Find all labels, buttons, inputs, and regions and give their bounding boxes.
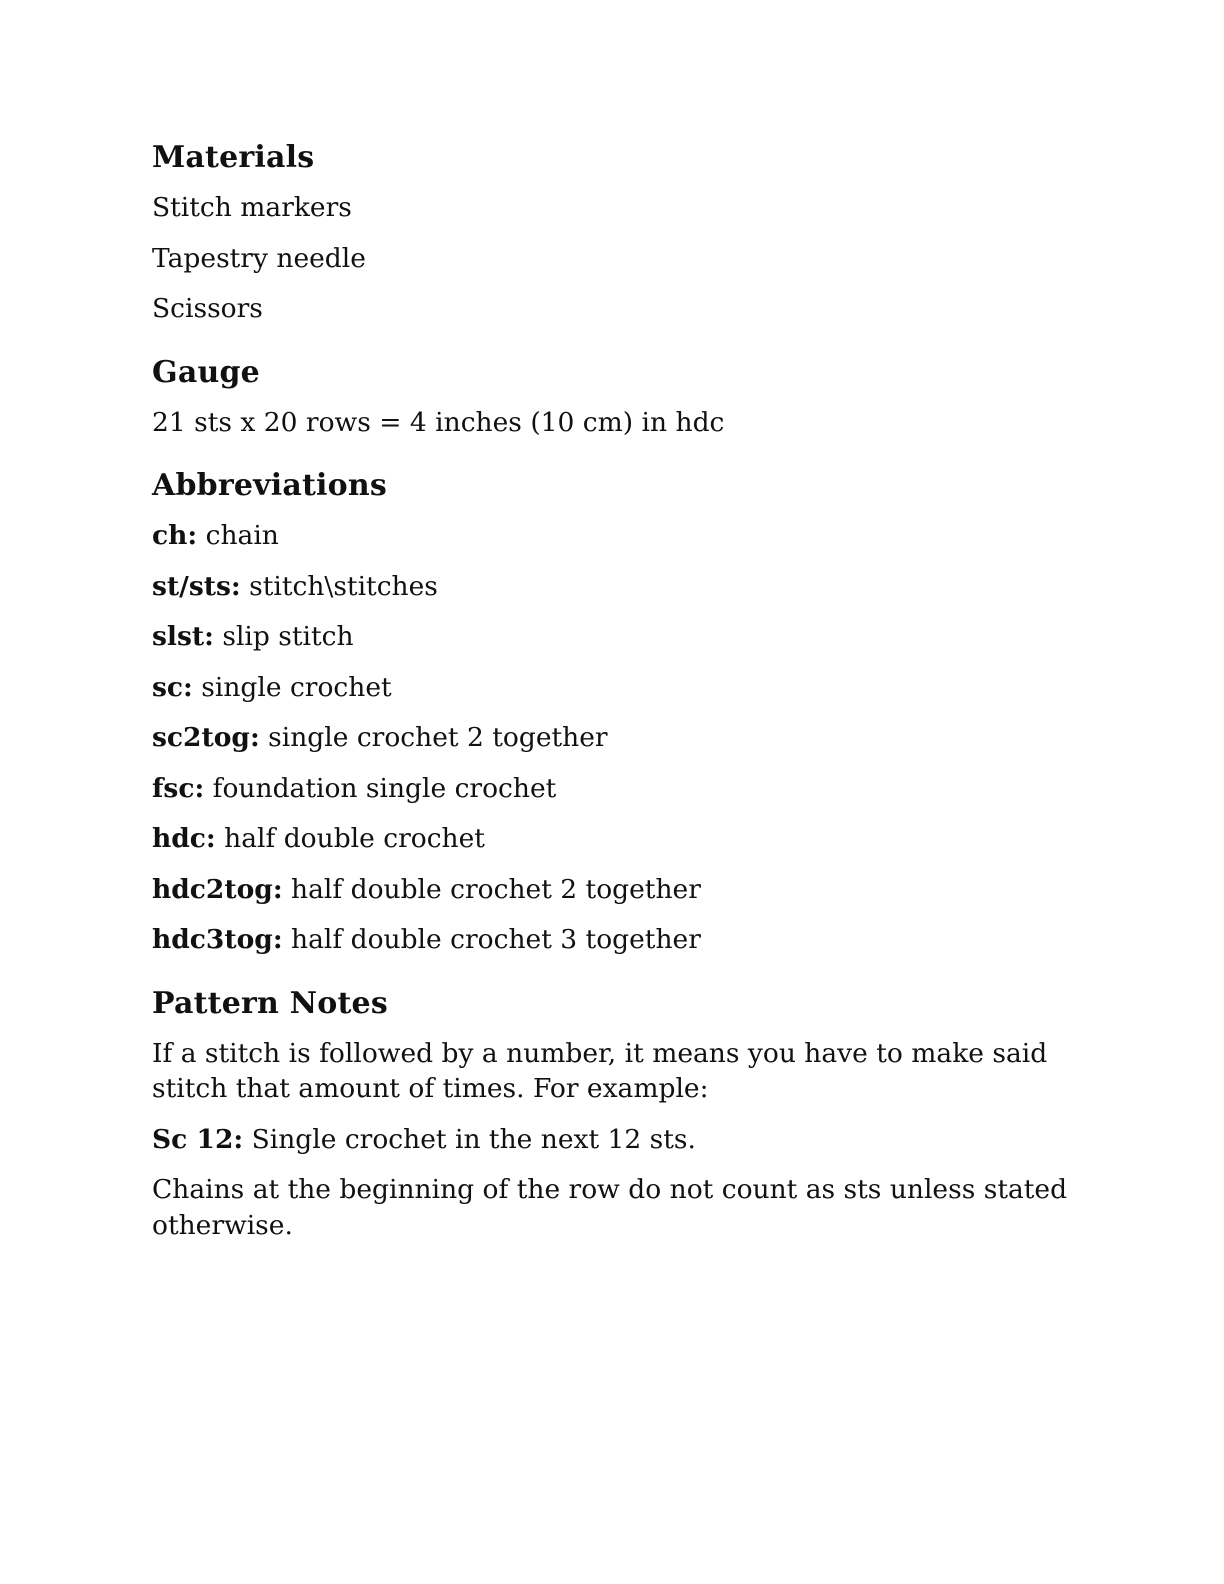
abbreviation-definition: half double crochet 2 together — [282, 873, 701, 905]
pattern-notes-example — [152, 1122, 1072, 1158]
abbreviation-definition: slip stitch — [213, 621, 354, 652]
abbreviations-heading: Abbreviations — [152, 468, 387, 503]
abbreviation-term: hdc: — [152, 823, 216, 854]
abbreviation-definition: stitch\stitches — [240, 570, 438, 602]
abbreviation-item — [152, 619, 1072, 655]
abbreviation-item — [152, 922, 1072, 958]
abbreviation-term: sc2tog: — [152, 722, 260, 753]
abbreviation-item — [152, 771, 1072, 807]
abbreviation-item — [152, 821, 1072, 857]
abbreviation-term: hdc2tog: — [152, 873, 283, 905]
abbreviations-section — [152, 468, 1072, 958]
abbreviation-definition: half double crochet — [215, 823, 485, 854]
abbreviation-item — [152, 670, 1072, 706]
abbreviation-term: fsc: — [152, 772, 205, 804]
abbreviation-item — [152, 872, 1072, 908]
abbreviation-item — [152, 569, 1072, 605]
example-term: Sc 12: — [152, 1123, 244, 1155]
document-page — [152, 140, 1072, 1271]
material-item: Stitch markers — [152, 192, 352, 223]
material-item: Scissors — [152, 293, 263, 324]
abbreviation-definition: single crochet — [192, 671, 392, 703]
abbreviation-definition: single crochet 2 together — [259, 722, 608, 753]
pattern-notes-chains: Chains at the beginning of the row do not count as sts unless stated otherwise. — [152, 1174, 1068, 1241]
abbreviation-term: ch: — [152, 520, 198, 551]
gauge-heading: Gauge — [152, 354, 260, 390]
example-definition: Single crochet in the next 12 sts. — [243, 1123, 696, 1155]
gauge-section — [152, 355, 1072, 441]
abbreviation-term: hdc3tog: — [152, 924, 283, 955]
pattern-notes-section — [152, 986, 1072, 1244]
abbreviation-definition: chain — [197, 520, 279, 551]
abbreviation-term: slst: — [152, 621, 214, 652]
gauge-text: 21 sts x 20 rows = 4 inches (10 cm) in hdc — [152, 406, 725, 438]
material-item: Tapestry needle — [152, 242, 366, 274]
abbreviation-definition: foundation single crochet — [204, 772, 557, 804]
materials-section — [152, 140, 1072, 327]
abbreviation-item — [152, 720, 1072, 756]
abbreviation-item — [152, 518, 1072, 554]
abbreviation-term: st/sts: — [152, 570, 241, 602]
abbreviation-definition: half double crochet 3 together — [282, 924, 701, 955]
abbreviation-term: sc: — [152, 671, 193, 703]
materials-heading: Materials — [152, 140, 315, 175]
pattern-notes-heading: Pattern Notes — [152, 985, 388, 1021]
pattern-notes-intro: If a stitch is followed by a number, it means you have to make said stitch that amount of times. For example: — [152, 1037, 1048, 1104]
